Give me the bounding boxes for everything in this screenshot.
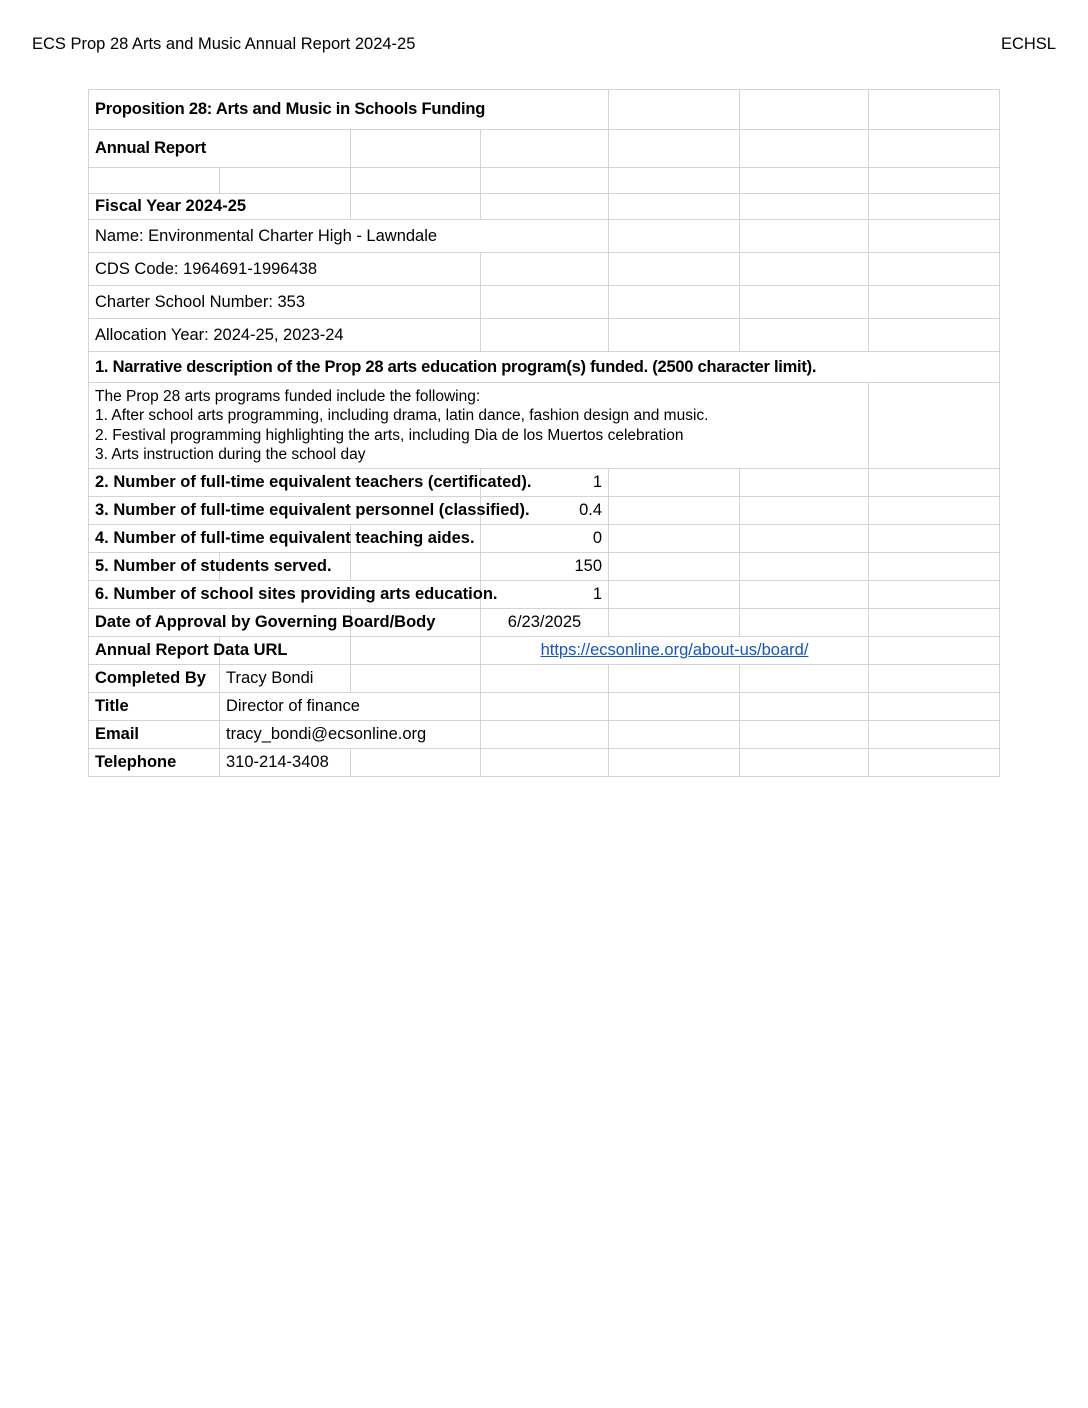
empty-cell bbox=[481, 130, 609, 168]
empty-cell bbox=[481, 665, 609, 693]
empty-cell bbox=[609, 319, 740, 352]
empty-cell bbox=[481, 721, 609, 749]
empty-cell bbox=[351, 637, 481, 665]
report-table-container bbox=[88, 89, 999, 777]
telephone-label: Telephone bbox=[89, 749, 220, 777]
empty-cell bbox=[869, 721, 1000, 749]
empty-cell bbox=[740, 497, 869, 525]
table-row-metric-personnel bbox=[89, 497, 1000, 525]
table-row-allocation-year bbox=[89, 319, 1000, 352]
school-name-value: Name: Environmental Charter High - Lawndale bbox=[89, 220, 609, 253]
empty-cell bbox=[740, 168, 869, 194]
table-row-fiscal-year bbox=[89, 194, 1000, 220]
table-row-title bbox=[89, 693, 1000, 721]
cds-code-value: CDS Code: 1964691-1996438 bbox=[89, 253, 481, 286]
empty-cell bbox=[740, 749, 869, 777]
empty-cell bbox=[740, 609, 869, 637]
table-row-narrative-body bbox=[89, 383, 1000, 469]
empty-cell bbox=[740, 90, 869, 130]
empty-cell bbox=[869, 469, 1000, 497]
email-label: Email bbox=[89, 721, 220, 749]
charter-school-number-value: Charter School Number: 353 bbox=[89, 286, 481, 319]
empty-cell bbox=[481, 194, 609, 220]
empty-cell bbox=[609, 469, 740, 497]
empty-cell bbox=[740, 693, 869, 721]
report-title-line1: Proposition 28: Arts and Music in Schools Funding bbox=[89, 90, 609, 130]
empty-cell bbox=[869, 497, 1000, 525]
empty-cell bbox=[351, 749, 481, 777]
metric-value: 150 bbox=[481, 553, 609, 581]
empty-cell bbox=[609, 253, 740, 286]
metric-label: 4. Number of full-time equivalent teaching aides. bbox=[89, 525, 351, 553]
empty-cell bbox=[351, 168, 481, 194]
empty-cell bbox=[869, 581, 1000, 609]
empty-cell bbox=[869, 220, 1000, 253]
empty-cell bbox=[351, 553, 481, 581]
empty-cell bbox=[740, 469, 869, 497]
completed-by-label: Completed By bbox=[89, 665, 220, 693]
empty-cell bbox=[869, 168, 1000, 194]
empty-cell bbox=[609, 609, 740, 637]
narrative-question-heading: 1. Narrative description of the Prop 28 arts education program(s) funded. (2500 character limit). bbox=[89, 352, 1000, 383]
metric-value: 0 bbox=[481, 525, 609, 553]
table-row-narrative-heading bbox=[89, 352, 1000, 383]
empty-cell bbox=[89, 168, 220, 194]
empty-cell bbox=[609, 665, 740, 693]
table-row-metric-teachers bbox=[89, 469, 1000, 497]
table-row-metric-students-served bbox=[89, 553, 1000, 581]
prop28-annual-report-table bbox=[88, 89, 1000, 777]
empty-cell bbox=[481, 168, 609, 194]
empty-cell bbox=[740, 721, 869, 749]
empty-cell bbox=[220, 168, 351, 194]
table-row-metric-teaching-aides bbox=[89, 525, 1000, 553]
empty-cell bbox=[869, 609, 1000, 637]
empty-cell bbox=[481, 693, 609, 721]
empty-cell bbox=[869, 637, 1000, 665]
data-url-label: Annual Report Data URL bbox=[89, 637, 220, 665]
empty-cell bbox=[869, 665, 1000, 693]
table-row-title-sub bbox=[89, 130, 1000, 168]
empty-cell bbox=[481, 286, 609, 319]
empty-cell bbox=[740, 665, 869, 693]
fiscal-year-value: Fiscal Year 2024-25 bbox=[89, 194, 351, 220]
telephone-value: 310-214-3408 bbox=[220, 749, 351, 777]
empty-cell bbox=[740, 253, 869, 286]
empty-cell bbox=[609, 749, 740, 777]
title-value: Director of finance bbox=[220, 693, 481, 721]
metric-label: 3. Number of full-time equivalent personnel (classified). bbox=[89, 497, 481, 525]
empty-cell bbox=[481, 319, 609, 352]
empty-cell bbox=[740, 553, 869, 581]
table-row-metric-school-sites bbox=[89, 581, 1000, 609]
empty-cell bbox=[869, 553, 1000, 581]
metric-value: 1 bbox=[481, 581, 609, 609]
narrative-answer-cell bbox=[89, 383, 869, 469]
document-running-header bbox=[32, 34, 1056, 54]
empty-cell bbox=[609, 168, 740, 194]
empty-cell bbox=[869, 253, 1000, 286]
data-url-link[interactable]: https://ecsonline.org/about-us/board/ bbox=[540, 641, 809, 660]
empty-cell bbox=[869, 383, 1000, 469]
table-row-charter-school-number bbox=[89, 286, 1000, 319]
approval-date-label: Date of Approval by Governing Board/Body bbox=[89, 609, 351, 637]
metric-value: 0.4 bbox=[481, 497, 609, 525]
empty-cell bbox=[740, 194, 869, 220]
narrative-line: 2. Festival programming highlighting the arts, including Dia de los Muertos celebration bbox=[95, 426, 684, 444]
empty-cell bbox=[609, 525, 740, 553]
header-label-right: ECHSL bbox=[1000, 35, 1056, 53]
empty-cell bbox=[609, 194, 740, 220]
completed-by-value: Tracy Bondi bbox=[220, 665, 351, 693]
empty-cell bbox=[609, 721, 740, 749]
empty-cell bbox=[609, 90, 740, 130]
empty-cell bbox=[740, 220, 869, 253]
metric-label: 5. Number of students served. bbox=[89, 553, 220, 581]
table-row-telephone bbox=[89, 749, 1000, 777]
empty-cell bbox=[609, 286, 740, 319]
metric-value: 1 bbox=[481, 469, 609, 497]
table-row-email bbox=[89, 721, 1000, 749]
empty-cell bbox=[351, 665, 481, 693]
title-label: Title bbox=[89, 693, 220, 721]
table-row-spacer bbox=[89, 168, 1000, 194]
empty-cell bbox=[740, 581, 869, 609]
narrative-line: 3. Arts instruction during the school day bbox=[95, 446, 366, 463]
data-url-value-cell bbox=[481, 637, 869, 665]
empty-cell bbox=[609, 497, 740, 525]
metric-label: 2. Number of full-time equivalent teachers (certificated). bbox=[89, 469, 481, 497]
empty-cell bbox=[740, 286, 869, 319]
empty-cell bbox=[869, 286, 1000, 319]
header-title-left: ECS Prop 28 Arts and Music Annual Report 2024-25 bbox=[32, 35, 416, 53]
table-row-approval-date bbox=[89, 609, 1000, 637]
table-row-school-name bbox=[89, 220, 1000, 253]
empty-cell bbox=[869, 130, 1000, 168]
empty-cell bbox=[609, 581, 740, 609]
metric-label: 6. Number of school sites providing arts education. bbox=[89, 581, 481, 609]
empty-cell bbox=[740, 130, 869, 168]
empty-cell bbox=[609, 220, 740, 253]
narrative-line: The Prop 28 arts programs funded include the following: bbox=[95, 387, 481, 405]
table-row-completed-by bbox=[89, 665, 1000, 693]
empty-cell bbox=[869, 194, 1000, 220]
empty-cell bbox=[609, 553, 740, 581]
table-row-cds-code bbox=[89, 253, 1000, 286]
empty-cell bbox=[869, 693, 1000, 721]
narrative-line: 1. After school arts programming, including drama, latin dance, fashion design and music. bbox=[95, 407, 709, 424]
empty-cell bbox=[740, 525, 869, 553]
approval-date-value: 6/23/2025 bbox=[481, 609, 609, 637]
empty-cell bbox=[609, 693, 740, 721]
table-row-title-main bbox=[89, 90, 1000, 130]
report-title-line2: Annual Report bbox=[89, 130, 351, 168]
empty-cell bbox=[609, 130, 740, 168]
empty-cell bbox=[481, 253, 609, 286]
empty-cell bbox=[869, 90, 1000, 130]
empty-cell bbox=[351, 194, 481, 220]
email-value: tracy_bondi@ecsonline.org bbox=[220, 721, 481, 749]
empty-cell bbox=[740, 319, 869, 352]
empty-cell bbox=[869, 749, 1000, 777]
empty-cell bbox=[869, 319, 1000, 352]
allocation-year-value: Allocation Year: 2024-25, 2023-24 bbox=[89, 319, 481, 352]
table-row-data-url bbox=[89, 637, 1000, 665]
empty-cell bbox=[869, 525, 1000, 553]
empty-cell bbox=[351, 130, 481, 168]
empty-cell bbox=[481, 749, 609, 777]
